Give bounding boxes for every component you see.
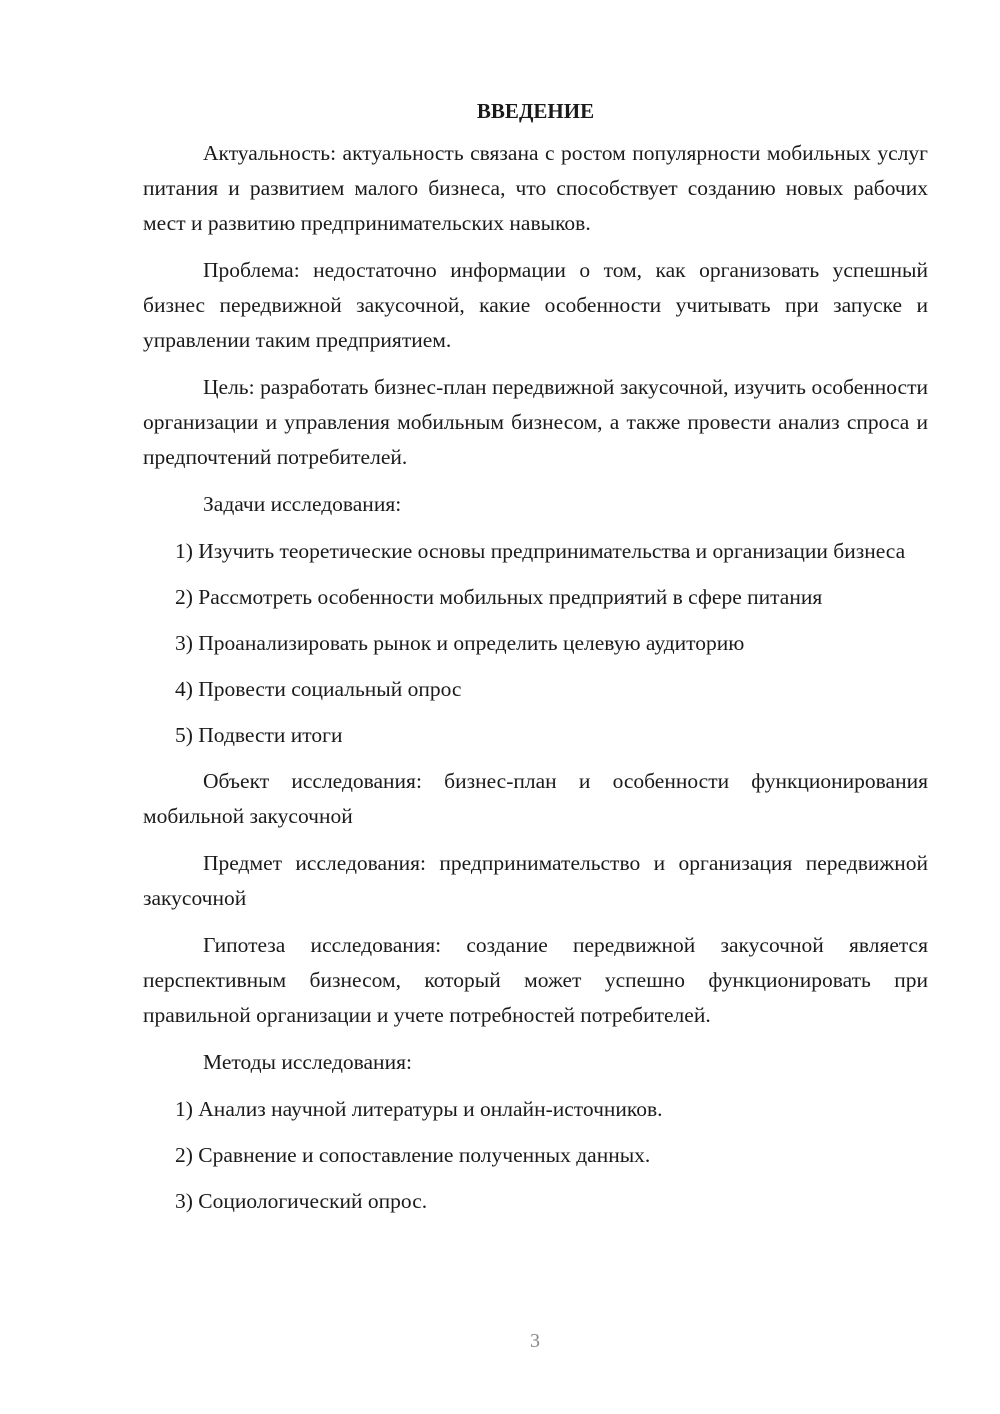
task-item-3: 3) Проанализировать рынок и определить целевую аудиторию <box>175 631 745 655</box>
page-number: 3 <box>530 1330 540 1352</box>
object-paragraph: Объект исследования: бизнес-план и особенности функционирования мобильной закусочной <box>143 769 928 828</box>
subject-paragraph: Предмет исследования: предпринимательство и организация передвижной закусочной <box>143 851 928 910</box>
task-item-4: 4) Провести социальный опрос <box>175 677 462 701</box>
hypothesis-paragraph: Гипотеза исследования: создание передвижной закусочной является перспективным бизнесом, который может успешно функционировать при правильной организации и учете потребностей потребителей. <box>143 933 928 1027</box>
tasks-heading: Задачи исследования: <box>203 492 402 516</box>
methods-heading: Методы исследования: <box>203 1050 412 1074</box>
method-item-2: 2) Сравнение и сопоставление полученных данных. <box>175 1143 651 1167</box>
method-item-3: 3) Социологический опрос. <box>175 1189 428 1213</box>
method-item-1: 1) Анализ научной литературы и онлайн-источников. <box>175 1097 663 1121</box>
goal-paragraph: Цель: разработать бизнес-план передвижной закусочной, изучить особенности организации и управления мобильным бизнесом, а также провести анализ спроса и предпочтений потребителей. <box>143 375 928 469</box>
relevance-paragraph: Актуальность: актуальность связана с ростом популярности мобильных услуг питания и развитием малого бизнеса, что способствует созданию новых рабочих мест и развитию предпринимательских навыков. <box>143 141 928 235</box>
task-item-1: 1) Изучить теоретические основы предпринимательства и организации бизнеса <box>175 539 906 563</box>
problem-paragraph: Проблема: недостаточно информации о том, как организовать успешный бизнес передвижной закусочной, какие особенности учитывать при запуске и управлении таким предприятием. <box>143 258 928 352</box>
page-title: ВВЕДЕНИЕ <box>476 99 595 123</box>
task-item-5: 5) Подвести итоги <box>175 723 343 747</box>
task-item-2: 2) Рассмотреть особенности мобильных предприятий в сфере питания <box>175 585 823 609</box>
document-page <box>143 96 928 1230</box>
